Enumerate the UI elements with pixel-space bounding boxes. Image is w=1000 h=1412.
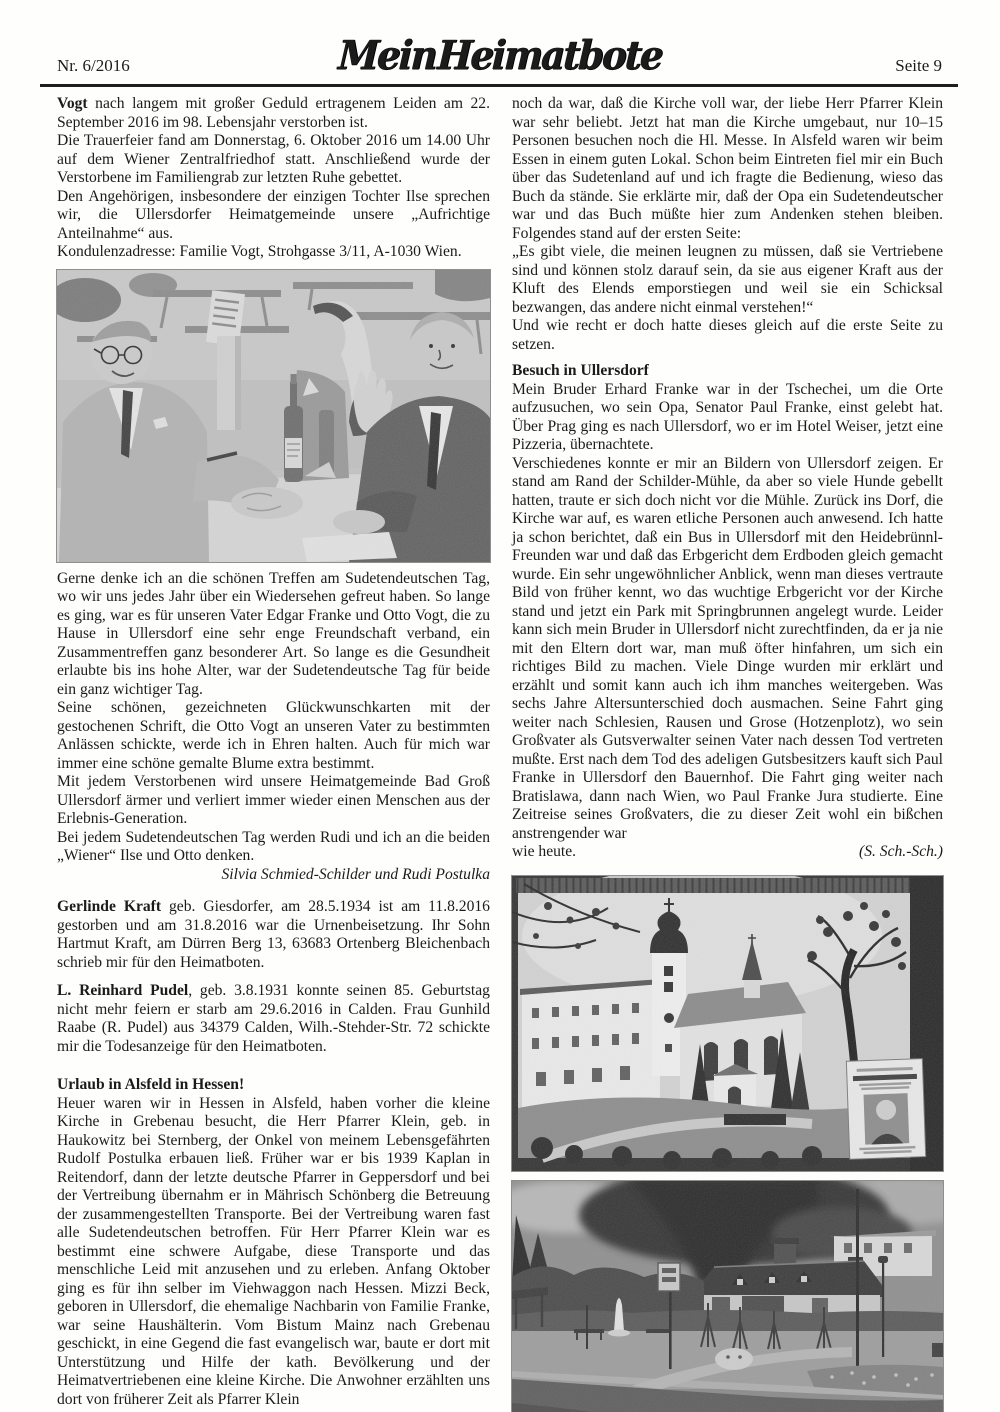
- para-zitat: „Es gibt viele, die meinen leugnen zu müssen, daß sie Vertriebene sind und können stolz darauf sein, da sie aus eigener Kraft aus der Kluft des Elends emporstiegen und weil sie ein Schicksal bezwangen, das andere nicht einmal verstehen!“: [512, 243, 943, 316]
- para-recht: Und wie recht er doch hatte dieses gleich auf die erste Seite zu setzen.: [512, 317, 943, 353]
- column-right: [512, 95, 943, 1412]
- photo-sudetendeutscher-tag: [57, 270, 490, 562]
- closing-text: wie heute.: [512, 843, 577, 860]
- column-left: [57, 95, 490, 1409]
- heading-besuch-ullersdorf: Besuch in Ullersdorf: [512, 362, 649, 379]
- page-number: Seite 9: [895, 56, 942, 75]
- signature-s-sch-sch: (S. Sch.-Sch.): [859, 843, 943, 860]
- photo-park-springbrunnen: [512, 1181, 943, 1412]
- para-kirche-voll: noch da war, daß die Kirche voll war, der liebe Herr Pfarrer Klein war sehr beliebt. Jetzt hat man die Kirche umgebaut, nur 10–15 Personen besuchen noch die Hl. Messe. In Alsfeld waren wir beim Essen in einem guten Lokal. Schon beim Eintreten fiel mir ein Buch über das Sudetenland auf und ich fragte die Bedienung, wieso das Buch da stände. Sie erklärte mir, daß der Opa ein Sudetendeutscher war und das Buch müßte hier zum Andenken stehen bleiben. Folgendes stand auf der ersten Seite:: [512, 95, 943, 242]
- photo-sudetendeutscher-tag-art: [57, 270, 490, 562]
- masthead-title: Mein Heimatbote: [337, 31, 663, 79]
- issue-number: Nr. 6/2016: [57, 56, 130, 75]
- heading-urlaub-alsfeld: Urlaub in Alsfeld in Hessen!: [57, 1076, 245, 1093]
- para-kondulenzadresse: Kondulenzadresse: Familie Vogt, Strohgasse 3/11, A-1030 Wien.: [57, 243, 462, 260]
- obituary-vogt-text: nach langem mit großer Geduld ertragenem Leiden am 22. September 2016 im 98. Lebensjahr verstorben ist.: [57, 95, 490, 131]
- header-rule: [40, 84, 958, 87]
- obituary-pudel-text: , geb. 3.8.1931 konnte seinen 85. Geburtstag nicht mehr feiern er starb am 29.6.2016 in Calden. Frau Gunhild Raabe (R. Pudel) aus 34379 Calden, Wilh.-Stehder-Str. 72 schickte mir die Todesanzeige für den Heimatboten.: [57, 982, 490, 1055]
- signature-schmied-postulka: Silvia Schmied-Schilder und Rudi Postulka: [221, 865, 490, 883]
- masthead: [0, 33, 1000, 77]
- closing-line: [512, 843, 943, 862]
- para-alsfeld: Heuer waren wir in Hessen in Alsfeld, haben vorher die kleine Kirche in Grebenau besucht, die Herr Pfarrer Klein, geb. in Haukowitz bei Sternberg, der Onkel von meinem Lebensgefährten Rudolf Postulka erbauen ließ. Früher war er bis 1939 Kaplan in Reitendorf, dann der letzte deutsche Pfarrer in Geppersdorf und bei der Vertreibung übernahm er in Mährisch Schönberg die Betreuung der zusammengestellten Transporte. Bei der Vertreibung waren fast alle Sudetendeutschen betroffen. Für Herr Pfarrer Klein war es bestimmt eine schwere Aufgabe, diese Transporte und das menschliche Leid mit anzusehen und zu erleben. Anfang Oktober ging es für ihn selber im Viehwaggon nach Hessen. Mizzi Beck, geboren in Ullersdorf, die ehemalige Nachbarin von Familie Franke, war seine Haushälterin. Vom Bistum Mainz nach Grebenau geschickt, in eine Gegend die fast evangelisch war, baute er dort mit Unterstützung und Hilfe der kath. Bevölkerung und der Heimatvertriebenen eine kleine Kirche. Die Anwohner erzählten uns dort von früherer Zeit als Pfarrer Klein: [57, 1094, 490, 1408]
- photo-ullersdorf-gemaelde: [512, 876, 943, 1171]
- photo-ullersdorf-gemaelde-art: [512, 876, 943, 1171]
- obituary-kraft-text: geb. Giesdorfer, am 28.5.1934 ist am 11.8.2016 gestorben und am 31.8.2016 war die Urnenbeisetzung. Ihr Sohn Hartmut Kraft, am Dürren Berg 13, 63683 Ortenberg Bleichenbach schrieb mir für den Heimatboten.: [57, 898, 490, 971]
- obituary-vogt: [57, 95, 490, 132]
- para-treffen: Gerne denke ich an die schönen Treffen am Sudetendeutschen Tag, wo wir uns jedes Jahr über ein Wiedersehen gefreut haben. So lange es ging, war es für unseren Vater Edgar Franke und Otto Vogt, die zu Hause in Ullersdorf eine sehr enge Freundschaft verband, ein Zusammentreffen ganz besonderer Art. So lange es die Gesundheit erlaubte bis ins hohe Alter, war der Sudetendeutsche Tag für beide ein ganz wichtiger Tag.: [57, 569, 490, 698]
- para-trauerfeier: Die Trauerfeier fand am Donnerstag, 6. Oktober 2016 um 14.00 Uhr auf dem Wiener Zentralfriedhof statt. Anschließend wurde der Verstorbene im Familiengrab zur letzten Ruhe gebettet.: [57, 132, 490, 186]
- obituary-kraft: [57, 898, 490, 972]
- para-wiener: Bei jedem Sudetendeutschen Tag werden Rudi und ich an die beiden „Wiener“ Ilse und Otto denken.: [57, 828, 490, 864]
- para-glueckwunschkarten: Seine schönen, gezeichneten Glückwunschkarten mit der gestochenen Schrift, die Otto Vogt an unseren Vater zu bestimmten Anlässen schickte, werde ich in Ehren halten. Auch für mich war immer eine schöne gemalte Blume extra bestimmt.: [57, 699, 490, 772]
- para-angehoerige: Den Angehörigen, insbesondere der einzigen Tochter Ilse sprechen wir, die Ullersdorfer Heimatgemeinde unsere „Aufrichtige Anteilnahme“ aus.: [57, 187, 490, 242]
- para-verstorbene: Mit jedem Verstorbenen wird unsere Heimatgemeinde Bad Groß Ullersdorf ärmer und verliert immer wieder einen Menschen aus der Erlebnis-Generation.: [57, 773, 490, 827]
- obituary-vogt-lead: Vogt: [57, 95, 88, 112]
- obituary-pudel: [57, 982, 490, 1056]
- para-bruder: Mein Bruder Erhard Franke war in der Tschechei, um die Orte aufzusuchen, wo sein Opa, Senator Paul Franke, einst gelebt hat. Über Prag ging es nach Ullersdorf, wo er im Hotel Weiser, jetzt eine Pizzeria, übernachtete.: [512, 380, 943, 453]
- para-verschiedenes: Verschiedenes konnte er mir an Bildern von Ullersdorf zeigen. Er stand am Rand der Schilder-Mühle, da aber so viele Hunde gebellt hatten, traute er sich doch nicht vor die Mühle. Zurück ins Dorf, die Kirche war auf, es waren etliche Personen auch anwesend. Ich hatte ja schon berichtet, daß ein Bus in Ullersdorf mit den Heidebrünnl-Freunden war und daß das Erbgericht dem Erdboden gleich gemacht wurde. Ein sehr ungewöhnlicher Anblick, wenn man dieses vertraute Bild von früher kennt, wo das wuchtige Erbgericht vor der Kirche stand und jetzt ein Park mit Springbrunnen angelegt wurde. Leider kann sich mein Bruder in Ullersdorf nicht zurechtfinden, da er ja nie mit den Eltern dort war, man muß öfter hinfahren, um sich ein richtiges Bild zu machen. Viele Dinge wurden mir erklärt und erzählt und somit kann auch ich ihm manches weitergeben. Was sechs Jahre Altersunterschied doch ausmachen. Seine Fahrt ging weiter nach Schlesien, Rausen und Grose (Hotzenplotz), wo sein Großvater als Gutsverwalter seinen Vater nach dessen Tod vertreten mußte. Erst nach dem Tod des adeligen Gutsbesitzers kauft sich Paul Franke in Ullersdorf den Bauernhof. Die Fahrt ging weiter nach Bratislawa, dann nach Wien, wo Paul Franke Jura studierte. Eine Zeitreise seines Großvaters, die zu dieser Zeit wohl ein bißchen anstrengender war: [512, 454, 943, 842]
- photo-park-springbrunnen-art: [512, 1181, 943, 1412]
- obituary-pudel-lead: L. Reinhard Pudel: [57, 982, 189, 999]
- obituary-kraft-lead: Gerlinde Kraft: [57, 898, 162, 915]
